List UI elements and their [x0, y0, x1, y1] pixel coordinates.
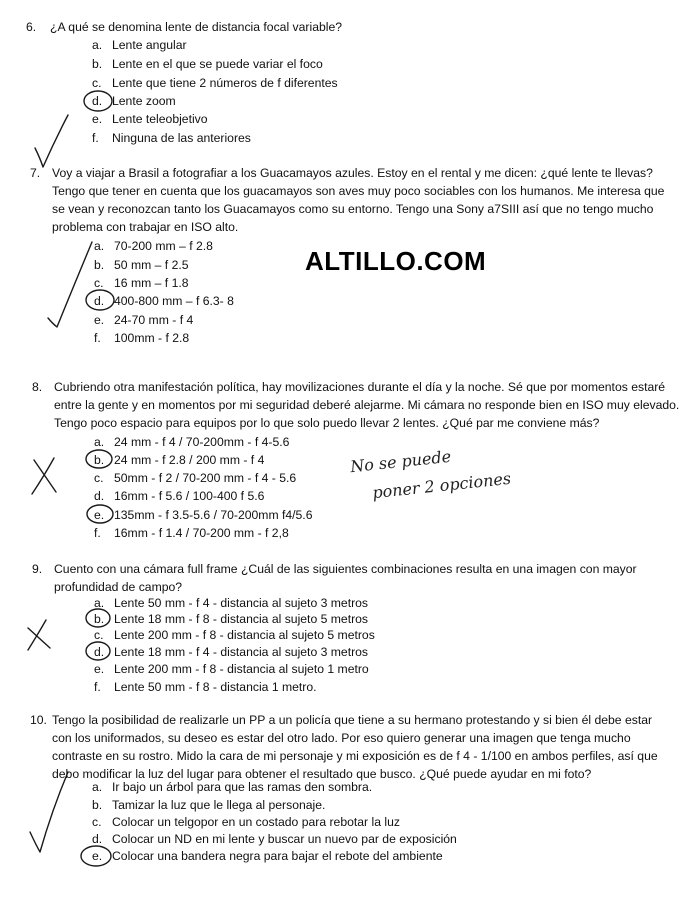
option-d: d. Lente 18 mm - f 4 - distancia al sujeto 3 metros	[94, 645, 369, 659]
option-f: f. Lente 50 mm - f 8 - distancia 1 metro.	[94, 680, 317, 694]
option-b: b. Tamizar la luz que le llega al personaje.	[92, 798, 326, 812]
answer-circle	[87, 505, 113, 523]
question-number: 10.	[30, 713, 47, 727]
handwritten-note: No se puede	[349, 446, 452, 477]
check-mark-icon	[35, 115, 68, 167]
option-a: a. Lente 50 mm - f 4 - distancia al sujeto 3 metros	[94, 596, 369, 610]
question-text: Tengo la posibilidad de realizarle un PP a un policía que tiene a su hermano protestando y si bien él debe estar con los uniformados, su deseo es estar del otro lado. Por eso quiero generar una imagen que tenga mucho contraste en su rostro. Mido la cara de mi personaje y mi exposición es de f 4 - 1/100 en ambos perfiles, así que debo modificar la luz del lugar para obtener el resultado que busco. ¿Qué puede ayudar en mi foto?	[52, 713, 658, 781]
option-b: b. 24 mm - f 2.8 / 200 mm - f 4	[94, 453, 265, 467]
option-f: f. 16mm - f 1.4 / 70-200 mm - f 2,8	[94, 526, 289, 540]
option-c: c. Lente 200 mm - f 8 - distancia al sujeto 5 metros	[94, 628, 375, 642]
option-d: d. Colocar un ND en mi lente y buscar un nuevo par de exposición	[92, 832, 457, 846]
option-c: c. Colocar un telgopor en un costado para rebotar la luz	[92, 815, 400, 829]
answer-circle	[81, 846, 111, 866]
option-a: a. Ir bajo un árbol para que las ramas den sombra.	[92, 780, 373, 794]
check-mark-icon	[30, 772, 68, 852]
option-e: e. 24-70 mm - f 4	[94, 313, 194, 327]
check-mark-icon	[48, 242, 92, 327]
question-text: Voy a viajar a Brasil a fotografiar a los Guacamayos azules. Estoy en el rental y me dicen: ¿qué lente te llevas? Tengo que tener en cuenta que los guacamayos son aves muy poco sociables con los humanos. Me interesa que se vean y reconozcan tanto los Guacamayos como su entorno. Tengo una Sony a7SIII así que no tengo mucho problema con trabajar en ISO alto.	[52, 166, 665, 234]
option-c: c. 16 mm – f 1.8	[94, 276, 189, 290]
cross-mark-icon	[32, 458, 56, 494]
option-d: d. 16mm - f 5.6 / 100-400 f 5.6	[94, 489, 265, 503]
option-c: c. Lente que tiene 2 números de f diferentes	[92, 76, 338, 90]
question-number: 6.	[26, 20, 37, 34]
answer-circle	[86, 450, 112, 468]
cross-mark-icon	[28, 620, 50, 650]
option-f: f. Ninguna de las anteriores	[92, 131, 251, 145]
option-a: a. 24 mm - f 4 / 70-200mm - f 4-5.6	[94, 435, 290, 449]
answer-circle	[86, 290, 114, 310]
option-e: e. Lente teleobjetivo	[92, 112, 208, 126]
option-b: b. Lente 18 mm - f 8 - distancia al sujeto 5 metros	[94, 612, 369, 626]
option-b: b. Lente en el que se puede variar el foco	[92, 57, 323, 71]
question-number: 7.	[30, 166, 41, 180]
option-d: d. Lente zoom	[92, 94, 176, 108]
option-f: f. 100mm - f 2.8	[94, 331, 190, 345]
handwritten-note: poner 2 opciones	[371, 468, 512, 503]
watermark: ALTILLO.COM	[305, 246, 487, 276]
question-number: 8.	[32, 380, 43, 394]
option-e: e. 135mm - f 3.5-5.6 / 70-200mm f4/5.6	[94, 508, 313, 522]
option-c: c. 50mm - f 2 / 70-200 mm - f 4 - 5.6	[94, 471, 297, 485]
question-text: ¿A qué se denomina lente de distancia focal variable?	[50, 20, 343, 34]
option-a: a. 70-200 mm – f 2.8	[94, 239, 213, 253]
answer-circle	[86, 609, 110, 627]
question-number: 9.	[32, 562, 43, 576]
question-text: Cuento con una cámara full frame ¿Cuál de las siguientes combinaciones resulta en una imagen con mayor profundidad de campo?	[54, 562, 637, 594]
answer-circle	[84, 91, 112, 111]
option-a: a. Lente angular	[92, 38, 187, 52]
question-text: Cubriendo otra manifestación política, hay movilizaciones durante el día y la noche. Sé que por momentos estaré entre la gente y en momentos por mi seguridad deberé alejarme. Mi cámara no responde bien en ISO muy elevado. Tengo poco espacio para equipos por lo que solo puedo llevar 2 lentes. ¿Qué par me conviene más?	[54, 380, 680, 430]
option-d: d. 400-800 mm – f 6.3- 8	[94, 294, 234, 308]
option-e: e. Colocar una bandera negra para bajar el rebote del ambiente	[92, 849, 443, 863]
option-e: e. Lente 200 mm - f 8 - distancia al sujeto 1 metro	[94, 662, 369, 676]
answer-circle	[86, 642, 110, 660]
option-b: b. 50 mm – f 2.5	[94, 258, 189, 272]
